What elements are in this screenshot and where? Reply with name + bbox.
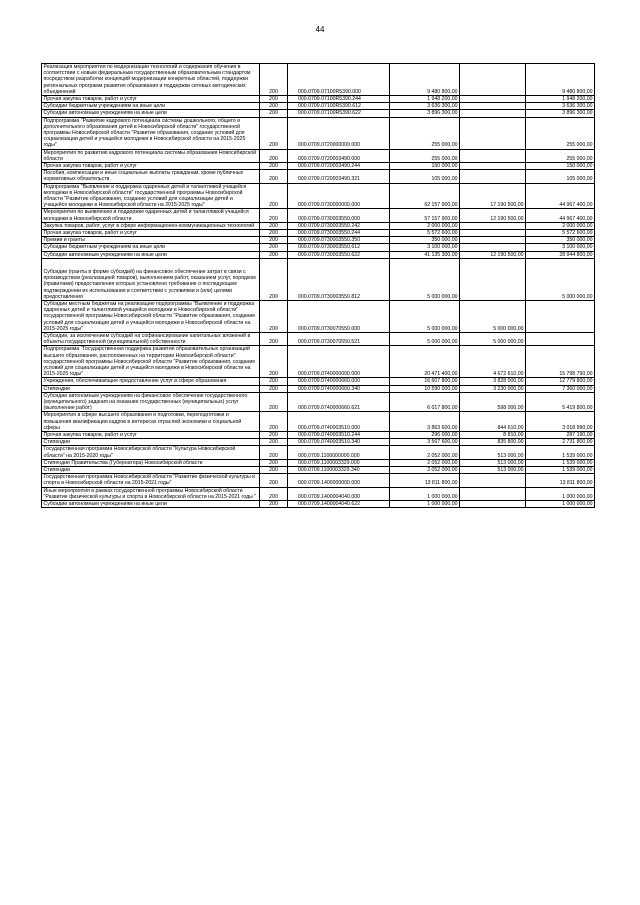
row-amount-3: 13 811 800,00 — [526, 474, 595, 487]
row-amount-1: 350 000,00 — [390, 237, 460, 244]
row-amount-3: 1 539 000,00 — [526, 466, 595, 473]
table-row — [42, 466, 595, 473]
row-amount-2: 5 000 000,00 — [460, 332, 526, 345]
row-kbk: 000.0709.0730070550.521 — [288, 332, 390, 345]
row-kbk: 000.0709.0720003490.321 — [288, 170, 390, 183]
row-amount-3: 150 000,00 — [526, 163, 595, 170]
row-code: 200 — [260, 378, 288, 385]
row-amount-2: 4 672 610,00 — [460, 346, 526, 378]
row-amount-1: 2 052 000,00 — [390, 446, 460, 459]
row-name: Субсидии автономным учреждениям на финансовое обеспечение государственного (муниципального) задания на оказание государственных (муниципальных) услуг (выполнение работ) — [42, 392, 260, 412]
row-amount-1: 150 000,00 — [390, 163, 460, 170]
row-kbk: 000.0709.0720003490.244 — [288, 163, 390, 170]
row-amount-2 — [460, 474, 526, 487]
row-amount-3: 28 944 800,00 — [526, 251, 595, 258]
row-name: Мероприятия по развитию кадрового потенциала системы образования Новосибирской области — [42, 149, 260, 162]
row-name: Субсидии автономным учреждениям на иные цели — [42, 501, 260, 508]
row-kbk: 000.0709.0730000000.000 — [288, 183, 390, 209]
table-row — [42, 149, 595, 162]
row-amount-2: 5 000 000,00 — [460, 300, 526, 332]
row-code: 200 — [260, 244, 288, 251]
row-name: Мероприятия в сфере высшего образования и подготовки, переподготовки и повышения квалификации кадров в интересах отраслей экономики и социальной сферы — [42, 412, 260, 432]
row-name: Стипендии Правительства (Губернатора) Новосибирской области — [42, 459, 260, 466]
row-code: 200 — [260, 110, 288, 117]
row-name: Стипендии — [42, 385, 260, 392]
row-amount-2: 12 190 500,00 — [460, 209, 526, 222]
table-row — [42, 64, 595, 96]
row-kbk: 000.0709.07100R5390.612 — [288, 103, 390, 110]
table-row — [42, 378, 595, 385]
row-code: 200 — [260, 170, 288, 183]
row-name: Субсидии автономным учреждениям на иные цели — [42, 251, 260, 258]
row-amount-1: 5 572 600,00 — [390, 230, 460, 237]
table-row — [42, 392, 595, 412]
row-amount-1: 1 000 000,00 — [390, 501, 460, 508]
row-name: Иные мероприятия в рамках государственной программы Новосибирской области "Развитие физической культуры и спорта в Новосибирской области на 2015-2021 годы " — [42, 487, 260, 500]
row-name: Прочая закупка товаров, работ и услуг — [42, 96, 260, 103]
row-amount-1: 255 000,00 — [390, 149, 460, 162]
row-kbk: 000.0709.0720003490.000 — [288, 149, 390, 162]
row-amount-2 — [460, 64, 526, 96]
table-row — [42, 459, 595, 466]
row-amount-1: 3 567 600,00 — [390, 439, 460, 446]
row-code: 200 — [260, 222, 288, 229]
row-amount-1: 3 863 600,00 — [390, 412, 460, 432]
table-row — [42, 170, 595, 183]
row-amount-3: 3 018 990,00 — [526, 412, 595, 432]
row-code: 200 — [260, 392, 288, 412]
row-amount-2: 598 000,00 — [460, 392, 526, 412]
row-code: 200 — [260, 501, 288, 508]
row-kbk: 000.0709.0730003550.242 — [288, 222, 390, 229]
row-kbk: 000.0709.0740000660.000 — [288, 378, 390, 385]
row-amount-2 — [460, 96, 526, 103]
row-amount-1: 10 590 000,00 — [390, 385, 460, 392]
table-row — [42, 439, 595, 446]
row-amount-2 — [460, 258, 526, 300]
row-code: 200 — [260, 346, 288, 378]
row-code: 200 — [260, 487, 288, 500]
row-amount-1: 5 000 000,00 — [390, 300, 460, 332]
row-kbk: 000.0709.0740003510.244 — [288, 431, 390, 438]
row-amount-1: 13 811 800,00 — [390, 474, 460, 487]
row-amount-1: 3 100 000,00 — [390, 244, 460, 251]
row-amount-1: 9 480 800,00 — [390, 64, 460, 96]
row-amount-3: 3 896 300,00 — [526, 110, 595, 117]
row-amount-3: 3 100 000,00 — [526, 244, 595, 251]
row-amount-2: 8 810,00 — [460, 431, 526, 438]
row-amount-1: 255 000,00 — [390, 117, 460, 149]
row-amount-2 — [460, 237, 526, 244]
row-amount-2 — [460, 501, 526, 508]
row-name: Субсидии бюджетным учреждениям на иные цели — [42, 103, 260, 110]
row-code: 200 — [260, 431, 288, 438]
row-amount-1: 1 948 200,00 — [390, 96, 460, 103]
table-row — [42, 412, 595, 432]
row-code: 200 — [260, 385, 288, 392]
table-row — [42, 446, 595, 459]
row-kbk: 000.0709.0730070550.000 — [288, 300, 390, 332]
row-code: 200 — [260, 332, 288, 345]
table-row — [42, 103, 595, 110]
row-amount-2 — [460, 222, 526, 229]
row-amount-3 — [526, 332, 595, 345]
row-amount-2 — [460, 110, 526, 117]
row-amount-3: 44 967 400,00 — [526, 183, 595, 209]
row-amount-2: 513 000,00 — [460, 459, 526, 466]
table-row — [42, 474, 595, 487]
row-kbk: 000.0709.0740000000.000 — [288, 346, 390, 378]
row-code: 200 — [260, 230, 288, 237]
row-amount-3: 44 967 400,00 — [526, 209, 595, 222]
row-name: Субсидии автономным учреждениям на иные цели — [42, 110, 260, 117]
row-name: Государственная программа Новосибирской области "Культура Новосибирской области" на 2015-2020 годы" — [42, 446, 260, 459]
row-kbk: 000.0709.1400000000.000 — [288, 474, 390, 487]
table-row — [42, 258, 595, 300]
row-code: 200 — [260, 474, 288, 487]
row-name: Государственная программа Новосибирской области "Развитие физической культуры и спорта в Новосибирской области на 2015-2021 годы" — [42, 474, 260, 487]
row-kbk: 000.0709.07100R5390.622 — [288, 110, 390, 117]
table-row — [42, 237, 595, 244]
table-row — [42, 96, 595, 103]
row-code: 200 — [260, 412, 288, 432]
row-amount-2: 513 000,00 — [460, 466, 526, 473]
row-amount-3: 5 572 600,00 — [526, 230, 595, 237]
row-name: Подпрограмма "Выявление и поддержка одаренных детей и талантливой учащейся молодежи в Новосибирской области" государственной программы Новосибирской области "Развитие образования, создание условий для социализации детей и учащейся молодежи в Новосибирской области на 2015-2025 годы" — [42, 183, 260, 209]
row-amount-3: 105 000,00 — [526, 170, 595, 183]
row-amount-2 — [460, 103, 526, 110]
row-code: 200 — [260, 96, 288, 103]
row-amount-2 — [460, 149, 526, 162]
page-number: 44 — [315, 25, 325, 34]
row-kbk: 000.0709.1100000000.000 — [288, 446, 390, 459]
row-amount-2: 17 190 500,00 — [460, 183, 526, 209]
row-amount-1: 2 000 000,00 — [390, 222, 460, 229]
row-kbk: 000.0709.0720000000.000 — [288, 117, 390, 149]
table-row — [42, 431, 595, 438]
row-name: Субсидии (гранты в форме субсидий) на финансовое обеспечение затрат в связи с производством (реализацией товаров), выполнением работ, оказанием услуг, порядком (правилами) предоставления которых установлено требование о последующем подтверждении их использования в соответствии с условиями и (или) целями предоставления — [42, 258, 260, 300]
row-amount-2 — [460, 487, 526, 500]
table-row — [42, 183, 595, 209]
row-amount-2 — [460, 230, 526, 237]
table-row — [42, 487, 595, 500]
row-amount-2: 513 000,00 — [460, 446, 526, 459]
row-name: Субсидии бюджетным учреждениям на иные цели — [42, 244, 260, 251]
row-amount-3: 9 480 800,00 — [526, 64, 595, 96]
row-amount-1: 5 000 000,00 — [390, 332, 460, 345]
table-row — [42, 332, 595, 345]
row-kbk: 000.0709.0730003550.000 — [288, 209, 390, 222]
row-code: 200 — [260, 183, 288, 209]
row-name: Стипендии — [42, 439, 260, 446]
row-amount-3: 1 948 200,00 — [526, 96, 595, 103]
row-code: 200 — [260, 466, 288, 473]
row-amount-1: 3 896 300,00 — [390, 110, 460, 117]
row-amount-1: 1 000 000,00 — [390, 487, 460, 500]
row-amount-2: 12 190 500,00 — [460, 251, 526, 258]
row-amount-3: 255 000,00 — [526, 117, 595, 149]
row-amount-3: 1 000 000,00 — [526, 501, 595, 508]
row-kbk: 000.0709.0730003550.350 — [288, 237, 390, 244]
row-name: Закупка товаров, работ, услуг в сфере информационно-коммуникационных технологий — [42, 222, 260, 229]
row-amount-1: 6 017 800,00 — [390, 392, 460, 412]
table-row — [42, 110, 595, 117]
table-row — [42, 346, 595, 378]
row-amount-2 — [460, 244, 526, 251]
row-amount-1: 57 157 900,00 — [390, 209, 460, 222]
row-amount-3: 5 419 800,00 — [526, 392, 595, 412]
row-name: Стипендии — [42, 466, 260, 473]
row-amount-1: 41 135 300,00 — [390, 251, 460, 258]
row-name: Прочая закупка товаров, работ и услуг — [42, 230, 260, 237]
row-name: Пособия, компенсации и иные социальные выплаты гражданам, кроме публичных нормативных обязательств — [42, 170, 260, 183]
table-row — [42, 117, 595, 149]
row-amount-1: 2 052 000,00 — [390, 466, 460, 473]
row-amount-2: 3 828 000,00 — [460, 378, 526, 385]
row-amount-3: 287 190,00 — [526, 431, 595, 438]
row-amount-3: 12 779 800,00 — [526, 378, 595, 385]
table-row — [42, 501, 595, 508]
row-name: Субсидии местным бюджетам на реализацию подпрограммы "Выявление и поддержка одаренных детей и талантливой учащейся молодежи в Новосибирской области" государственной программы Новосибирской области "Развитие образования, создание условий для социализации детей и учащейся молодежи в Новосибирской области на 2015-2025 годы" — [42, 300, 260, 332]
row-amount-1: 62 157 900,00 — [390, 183, 460, 209]
row-kbk: 000.0709.0740000660.621 — [288, 392, 390, 412]
row-amount-3: 15 798 790,00 — [526, 346, 595, 378]
row-amount-2: 844 610,00 — [460, 412, 526, 432]
row-name: Подпрограмма "Государственная поддержка развития образовательных организаций высшего образования, расположенных на территории Новосибирской области" государственной программы Новосибирской области "Развитие образования, создание условий для социализации детей и учащейся молодежи в Новосибирской области на 2015-2025 годы" — [42, 346, 260, 378]
row-code: 200 — [260, 64, 288, 96]
row-kbk: 000.0709.0730003550.244 — [288, 230, 390, 237]
row-code: 200 — [260, 459, 288, 466]
row-code: 200 — [260, 439, 288, 446]
row-code: 200 — [260, 209, 288, 222]
row-kbk: 000.0709.0740003510.340 — [288, 439, 390, 446]
row-amount-3: 350 000,00 — [526, 237, 595, 244]
row-amount-1: 2 052 000,00 — [390, 459, 460, 466]
row-amount-3: 2 000 000,00 — [526, 222, 595, 229]
table-row — [42, 244, 595, 251]
row-code: 200 — [260, 300, 288, 332]
table-row — [42, 300, 595, 332]
row-name: Мероприятия по выявлению и поддержке одаренных детей и талантливой учащейся молодежи в Новосибирской области — [42, 209, 260, 222]
row-code: 200 — [260, 149, 288, 162]
row-amount-1: 105 000,00 — [390, 170, 460, 183]
table-row — [42, 251, 595, 258]
row-kbk: 000.0709.0730003550.612 — [288, 244, 390, 251]
row-amount-1: 296 000,00 — [390, 431, 460, 438]
row-amount-1: 5 000 000,00 — [390, 258, 460, 300]
row-name: Прочая закупка товаров, работ и услуг — [42, 163, 260, 170]
row-amount-3: 2 731 800,00 — [526, 439, 595, 446]
row-kbk: 000.0709.07100R5390.244 — [288, 96, 390, 103]
row-code: 200 — [260, 237, 288, 244]
row-kbk: 000.0709.0730003550.812 — [288, 258, 390, 300]
table-row — [42, 209, 595, 222]
row-kbk: 000.0709.0730003550.622 — [288, 251, 390, 258]
row-name: Прочая закупка товаров, работ и услуг — [42, 431, 260, 438]
table-row — [42, 230, 595, 237]
table-row — [42, 385, 595, 392]
row-amount-2 — [460, 170, 526, 183]
row-amount-3: 7 360 000,00 — [526, 385, 595, 392]
row-name: Подпрограмма "Развитие кадрового потенциала системы дошкольного, общего и дополнительного образования детей в Новосибирской области" государственной программы Новосибирской области "Развитие образования, создание условий для социализации детей и учащейся молодежи в Новосибирской области на 2015-2025 годы" — [42, 117, 260, 149]
row-name: Субсидии, за исключением субсидий на софинансирование капитальных вложений в объекты государственной (муниципальной) собственности — [42, 332, 260, 345]
budget-table — [41, 63, 595, 508]
row-amount-2 — [460, 117, 526, 149]
row-code: 200 — [260, 446, 288, 459]
row-amount-2: 835 800,00 — [460, 439, 526, 446]
row-kbk: 000.0709.1400004040.000 — [288, 487, 390, 500]
row-code: 200 — [260, 251, 288, 258]
row-kbk: 000.0709.1100003329.340 — [288, 466, 390, 473]
row-amount-3 — [526, 300, 595, 332]
row-amount-2: 3 230 000,00 — [460, 385, 526, 392]
row-amount-3: 1 539 000,00 — [526, 459, 595, 466]
row-amount-3: 1 539 000,00 — [526, 446, 595, 459]
row-kbk: 000.0709.0740003510.000 — [288, 412, 390, 432]
row-name: Учреждения, обеспечивающие предоставление услуг в сфере образования — [42, 378, 260, 385]
row-code: 200 — [260, 163, 288, 170]
row-kbk: 000.0709.1100003329.000 — [288, 459, 390, 466]
row-kbk: 000.0709.07100R5390.000 — [288, 64, 390, 96]
row-code: 200 — [260, 258, 288, 300]
row-code: 200 — [260, 117, 288, 149]
table-row — [42, 222, 595, 229]
row-amount-3: 5 000 000,00 — [526, 258, 595, 300]
row-code: 200 — [260, 103, 288, 110]
row-amount-1: 3 636 300,00 — [390, 103, 460, 110]
row-name: Реализация мероприятия по модернизации технологий и содержания обучения в соответствии с новым федеральным государственным образовательным стандартом посредством разработки концепций модернизации конкретных областей, поддержки региональных программ развития образования и поддержки сетевых методических объединений — [42, 64, 260, 96]
table-row — [42, 163, 595, 170]
row-amount-3: 1 000 000,00 — [526, 487, 595, 500]
row-name: Премии и гранты — [42, 237, 260, 244]
row-amount-2 — [460, 163, 526, 170]
row-amount-1: 16 607 800,00 — [390, 378, 460, 385]
row-kbk: 000.0709.1400004040.622 — [288, 501, 390, 508]
row-amount-3: 255 000,00 — [526, 149, 595, 162]
row-kbk: 000.0709.0740000660.340 — [288, 385, 390, 392]
row-amount-1: 20 471 400,00 — [390, 346, 460, 378]
row-amount-3: 3 636 300,00 — [526, 103, 595, 110]
